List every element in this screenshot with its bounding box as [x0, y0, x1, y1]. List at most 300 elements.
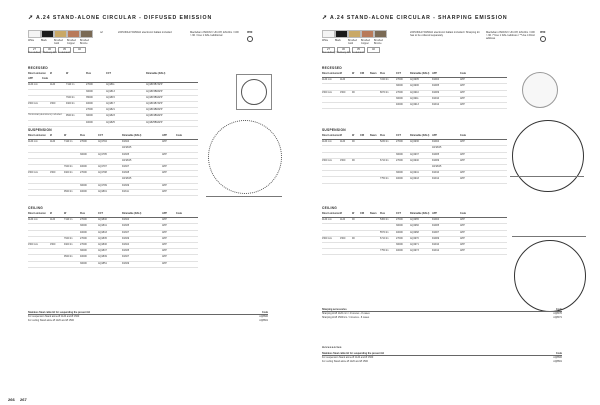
recessed-ring	[241, 79, 267, 105]
temp-chip: 40	[367, 47, 380, 53]
table-cell: AQ1840	[98, 218, 107, 222]
swatch-box	[41, 30, 54, 38]
header-cell: Direct emission	[28, 72, 46, 75]
table-cell: 3000K	[396, 96, 403, 100]
table-cell: 90	[352, 236, 355, 240]
table-cell: D1912	[432, 249, 440, 253]
left-temps-note: Flux delivery / Delivery time on demand	[28, 51, 70, 54]
table-cell: AQ1825B9APP	[146, 120, 163, 124]
table-cell: 1120 mm	[322, 140, 332, 144]
recessed-diagram	[236, 74, 272, 110]
left-ip-rating: IP20	[247, 31, 253, 34]
accessory-row: For ceiling Stand alone Ø 1120 and Ø 1500 AQ8801	[28, 318, 268, 322]
header-cell: Dimmable (DALI)	[410, 72, 430, 75]
table-cell: 3000K	[396, 224, 403, 228]
table-cell: D1305	[122, 249, 130, 253]
table-cell: AQ1940	[410, 158, 419, 162]
table-cell: AQ1943	[410, 177, 419, 181]
table-cell: 3000K	[396, 242, 403, 246]
table-cell: 9540 lm	[64, 189, 73, 193]
header-cell: Dimmable (DALI)	[122, 212, 142, 215]
temp-chip: 40	[73, 47, 86, 53]
table-cell: 1500	[340, 90, 346, 94]
table-cell: 1120	[340, 140, 346, 144]
header-cell: W	[64, 134, 67, 137]
table-cell: 9540 lm	[66, 114, 75, 118]
table-cell: AQ1966	[410, 224, 419, 228]
table-cell: 5360 lm	[380, 218, 389, 222]
table-row	[28, 262, 198, 268]
accessory-row: For suspension Stand alone Ø 1120 and Ø 1500 AQ8800	[28, 315, 268, 319]
table-cell: D1907	[432, 230, 440, 234]
table-cell: APP	[162, 249, 167, 253]
table-cell: 3000K	[80, 261, 87, 265]
header-cell: Dimmable (DALI)	[410, 134, 430, 137]
table-cell: D1305	[122, 152, 130, 156]
table-cell: 6710 lm	[380, 236, 389, 240]
table-cell: 3000K	[396, 171, 403, 175]
table-cell: 18/18/25	[122, 158, 132, 162]
table-cell: 1120	[50, 218, 56, 222]
header-cell: Beam	[370, 72, 377, 75]
table-cell: 3000K	[86, 114, 93, 118]
temp-chip: 35	[58, 47, 71, 53]
table-cell: D1304	[122, 140, 130, 144]
table-cell: 1120 mm	[28, 83, 38, 87]
table-cell: 4000K	[396, 249, 403, 253]
swatch-box	[80, 30, 93, 38]
right-temps-note: Flux delivery / Delivery time on demand	[322, 51, 364, 54]
table-cell: AQ1815B9APP	[146, 95, 163, 99]
table-cell: 7640 lm	[66, 95, 75, 99]
table-cell: D1909	[432, 90, 440, 94]
temp-chip: 27	[28, 47, 41, 53]
header-cell: APP	[162, 212, 167, 215]
finish-swatch: Brushed Gold	[54, 30, 65, 45]
table-cell: 2700K	[396, 218, 403, 222]
table-cell: AQ1815	[106, 95, 115, 99]
swatch-box	[67, 30, 80, 38]
table-cell: AQ1798	[98, 171, 107, 175]
cable-line	[512, 236, 586, 237]
swatch-box	[322, 30, 335, 38]
header-cell: Code	[176, 134, 182, 137]
left-recessed-table	[28, 72, 198, 127]
header-cell: Direct emission	[28, 212, 46, 215]
right-accessories-heading: Accessories	[322, 345, 342, 349]
table-row	[28, 121, 198, 127]
accessory-header: Stainless Steel cable kit for suspending the present kit Code	[322, 352, 562, 355]
table-cell: AQ1799	[98, 183, 107, 187]
table-cell: AQ1936	[410, 140, 419, 144]
table-cell: AQ1973	[410, 249, 419, 253]
accessory-row: Sharping kit Ø 1120 mm / 4 louvres - 8 cases AQ8970	[322, 312, 562, 316]
swatch-box	[335, 30, 348, 38]
table-cell: APP	[162, 140, 167, 144]
table-cell: 2700K	[396, 236, 403, 240]
left-spec: MacAdam 2SDCM / UN-Off, EN-Dim / CRI > 90 / Use 1 DALI additional	[190, 31, 239, 38]
header-cell: APP	[432, 72, 437, 75]
header-cell: W	[352, 134, 355, 137]
header-cell: CCT	[396, 134, 401, 137]
table-cell: 7750 lm	[380, 177, 389, 181]
table-cell: 4000K	[396, 102, 403, 106]
table-cell: AQ1811	[106, 83, 115, 87]
left-finish-swatches	[28, 30, 91, 45]
header-cell: APP	[28, 77, 33, 81]
table-cell: AQ1910	[410, 90, 419, 94]
table-cell: 90	[352, 218, 355, 222]
right-finish-swatches	[322, 30, 385, 45]
header-cell: APP	[432, 134, 437, 137]
header-cell: Code	[176, 212, 182, 215]
table-cell: 90	[352, 140, 355, 144]
table-cell: AQ1906	[410, 84, 419, 88]
left-suspension-heading: SUSPENSION	[28, 128, 52, 132]
header-cell: CCT	[106, 72, 111, 75]
header-cell: CCT	[396, 72, 401, 75]
swatch-box	[374, 30, 387, 38]
table-cell: D1904	[432, 140, 440, 144]
right-suspension-table	[322, 134, 507, 184]
table-cell: AQ1815B7APP	[146, 83, 163, 87]
table-cell: APP	[162, 218, 167, 222]
accessory-row: For ceiling Stand alone Ø 1120 and Ø 1500 AQ8801	[322, 359, 562, 363]
table-cell: AQ1941	[410, 171, 419, 175]
table-cell: 90	[352, 158, 355, 162]
table-cell: 3000K	[86, 89, 93, 93]
table-cell: AQ1819B7APP	[146, 101, 163, 105]
table-cell: 1120 mm	[322, 218, 332, 222]
table-cell: AQ1843	[98, 230, 107, 234]
header-cell: CRI	[360, 72, 365, 75]
table-cell: APP	[460, 218, 465, 222]
table-cell: D1904	[432, 78, 440, 82]
table-cell: 2700K	[80, 242, 87, 246]
header-cell: Dimmable (DALI)	[410, 212, 430, 215]
header-cell: Ø	[340, 72, 342, 75]
cable-line	[510, 176, 584, 177]
header-cell: CCT	[98, 212, 103, 215]
finish-swatch: White	[322, 30, 333, 45]
table-cell: 4000K	[86, 120, 93, 124]
table-cell: D1909	[432, 236, 440, 240]
table-cell: APP	[460, 230, 465, 234]
header-cell: Flux	[380, 134, 385, 137]
right-page-title: ➚ A.24 STAND-ALONE CIRCULAR - SHARPING EMISSION	[322, 15, 508, 21]
table-cell: 4000K	[80, 230, 87, 234]
table-cell: D1909	[432, 158, 440, 162]
table-cell: AQ1823	[106, 114, 115, 118]
table-cell: 1120	[50, 83, 56, 87]
header-cell: Ø	[340, 212, 342, 215]
table-cell: APP	[460, 236, 465, 240]
table-cell: D1912	[432, 102, 440, 106]
header-cell: Direct emission	[322, 72, 340, 75]
finish-swatch: Brushed Copper	[361, 30, 372, 45]
left-page-number: 266	[8, 397, 15, 402]
table-cell: APP	[460, 171, 465, 175]
table-cell: 7640 lm	[64, 164, 73, 168]
right-recessed-heading: RECESSED	[322, 66, 342, 70]
table-cell: 5570 lm	[380, 230, 389, 234]
temp-chip: 30	[337, 47, 350, 53]
accessory-row: For suspension Stand alone Ø 1120 and Ø 1500 AQ8800	[322, 356, 562, 360]
table-cell: 1500	[50, 171, 56, 175]
table-cell: APP	[460, 242, 465, 246]
table-cell: APP	[460, 249, 465, 253]
table-cell: 2700K	[396, 78, 403, 82]
table-cell: APP	[162, 261, 167, 265]
left-accessories	[28, 311, 268, 322]
table-cell: 9540 lm	[64, 255, 73, 259]
header-cell: CRI	[360, 212, 365, 215]
table-cell: 1500	[50, 101, 56, 105]
table-cell: 2700K	[396, 90, 403, 94]
table-cell: APP	[460, 158, 465, 162]
table-cell: 1500 mm	[322, 236, 332, 240]
table-cell: AQ1795	[98, 152, 107, 156]
temp-chip: 27	[322, 47, 335, 53]
table-cell: 1500	[340, 236, 346, 240]
table-cell: 7640 lm	[64, 236, 73, 240]
table-cell: 3000K	[80, 224, 87, 228]
table-cell: 8070 lm	[380, 90, 389, 94]
table-cell: APP	[460, 177, 465, 181]
table-cell: APP	[162, 230, 167, 234]
header-cell: Beam	[370, 134, 377, 137]
table-cell: APP	[460, 78, 465, 82]
header-cell: Flux	[380, 72, 385, 75]
finish-swatch: White	[28, 30, 39, 45]
table-cell: AQ1851	[98, 261, 107, 265]
table-cell: 18/18/25	[122, 146, 132, 150]
table-cell: AQ1971	[410, 242, 419, 246]
header-cell: APP	[432, 212, 437, 215]
table-cell: 4000K	[396, 177, 403, 181]
table-cell: 7110 lm	[64, 140, 73, 144]
finish-swatch: Brushed Bronze	[374, 30, 385, 45]
header-cell: Direct emission	[28, 134, 46, 137]
table-cell: AQ1965	[410, 218, 419, 222]
table-cell: 1500 mm	[28, 242, 38, 246]
table-cell: APP	[162, 255, 167, 259]
table-row	[322, 103, 507, 109]
right-page	[300, 0, 600, 405]
table-cell: 2700K	[80, 171, 87, 175]
table-cell: 1500 mm	[28, 101, 38, 105]
table-cell: D1304	[122, 242, 130, 246]
ip-icon	[247, 36, 253, 42]
ip-icon	[540, 36, 546, 42]
table-cell: AQ1905	[410, 78, 419, 82]
table-cell: APP	[460, 224, 465, 228]
header-cell: Flux	[86, 72, 91, 75]
table-cell: D1904	[432, 218, 440, 222]
table-cell: 9100 lm	[64, 171, 73, 175]
finish-swatch: Black	[335, 30, 346, 45]
accessory-header: Sharping accessories Code	[322, 308, 562, 311]
table-cell: AQ1970	[410, 236, 419, 240]
temp-chip: 30	[43, 47, 56, 53]
table-cell: D1905	[432, 84, 440, 88]
header-cell: Code	[460, 212, 466, 215]
table-cell: 6710 lm	[380, 158, 389, 162]
table-cell: D1307	[122, 164, 130, 168]
header-cell: Code	[460, 72, 466, 75]
table-row	[28, 190, 198, 196]
table-cell: AQ1815B8APP	[146, 89, 163, 93]
arrow-icon: ➚	[28, 15, 34, 21]
table-cell: APP	[162, 152, 167, 156]
left-page-title: ➚ A.24 STAND-ALONE CIRCULAR - DIFFUSED EMISSION	[28, 15, 213, 21]
header-cell: CCT	[98, 134, 103, 137]
table-header	[28, 72, 198, 83]
table-cell: AQ1913	[410, 102, 419, 106]
table-cell: APP	[162, 242, 167, 246]
table-cell: 3000K	[80, 183, 87, 187]
table-cell: AQ1817	[106, 101, 115, 105]
table-cell: AQ1825	[106, 120, 115, 124]
swatch-box	[54, 30, 67, 38]
table-cell: D1307	[122, 255, 130, 259]
table-cell: AQ1841	[98, 224, 107, 228]
table-cell: 9100 lm	[64, 242, 73, 246]
table-cell: D1905	[432, 152, 440, 156]
finish-swatch: Brushed Copper	[67, 30, 78, 45]
table-cell: D1910	[432, 96, 440, 100]
table-cell: 2700K	[80, 236, 87, 240]
table-cell: D1307	[122, 230, 130, 234]
header-cell: CCT	[396, 212, 401, 215]
right-page-number-label: 267	[20, 397, 27, 402]
table-cell: 90	[352, 90, 355, 94]
ceiling-ring	[514, 240, 586, 312]
table-cell: 1120 mm	[28, 140, 38, 144]
header-cell: W	[352, 72, 355, 75]
table-row	[322, 177, 507, 183]
table-cell: AQ1847	[98, 249, 107, 253]
table-cell: APP	[460, 90, 465, 94]
table-cell: 18/18/25	[122, 177, 132, 181]
table-row	[322, 249, 507, 255]
right-accessories	[322, 352, 562, 363]
table-cell: APP	[162, 164, 167, 168]
table-cell: 3000K	[396, 152, 403, 156]
header-cell: Code	[460, 134, 466, 137]
table-cell: APP	[460, 84, 465, 88]
left-description: 220V/60Hz 50/60Hz electronic ballast included	[118, 31, 172, 34]
table-cell: AQ1821	[106, 108, 115, 112]
table-cell: 4000K	[86, 101, 93, 105]
table-cell: 18/18/25	[432, 146, 442, 150]
table-cell: 2700K	[396, 140, 403, 144]
table-cell: 2700K	[80, 140, 87, 144]
table-cell: 1500 mm	[322, 158, 332, 162]
table-cell: AQ1849	[98, 255, 107, 259]
right-suspension-heading: SUSPENSION	[322, 128, 346, 132]
header-cell: Beam	[370, 212, 377, 215]
right-ip-rating: IP20	[540, 31, 546, 34]
table-cell: 3000K	[80, 249, 87, 253]
table-cell: D1905	[432, 224, 440, 228]
table-cell: D1309	[122, 183, 130, 187]
table-cell: APP	[460, 96, 465, 100]
table-cell: AQ1968	[410, 230, 419, 234]
table-cell: 3500K	[86, 95, 93, 99]
header-cell: Flux	[80, 134, 85, 137]
temp-chip: 35	[352, 47, 365, 53]
table-cell: AQ1819B9APP	[146, 114, 163, 118]
accessory-header: Stainless Steel cable kit for suspending the present kit Code	[28, 311, 268, 314]
table-cell: AQ1813	[106, 89, 115, 93]
suspension-ring	[208, 120, 282, 194]
table-cell: AQ1797	[98, 164, 107, 168]
table-cell: AQ1801	[98, 189, 107, 193]
table-cell: 1120	[50, 140, 56, 144]
header-cell: Ø	[340, 134, 342, 137]
table-cell: 3000K	[80, 152, 87, 156]
right-description: 220V/60Hz 50/60Hz electronic ballast included / Sharping kit has to be ordered separately	[410, 31, 480, 38]
table-cell: 1120 mm	[28, 218, 38, 222]
table-cell: APP	[162, 171, 167, 175]
table-cell: 4000K	[396, 230, 403, 234]
left-suspension-table	[28, 134, 198, 196]
table-cell: 3000K	[396, 84, 403, 88]
table-cell: AQ1794	[98, 140, 107, 144]
table-cell: APP	[460, 152, 465, 156]
header-cell: APP	[162, 134, 167, 137]
table-cell: D1304	[122, 218, 130, 222]
table-cell: APP	[162, 236, 167, 240]
table-cell: APP	[460, 102, 465, 106]
table-cell: 7750 lm	[380, 249, 389, 253]
table-cell: APP	[162, 189, 167, 193]
left-ceiling-table	[28, 212, 198, 268]
header-cell: W	[64, 212, 67, 215]
table-cell: D1309	[122, 236, 130, 240]
table-cell: 1500	[50, 242, 56, 246]
table-cell: 1500 mm	[322, 90, 332, 94]
header-cell: W	[66, 72, 69, 75]
table-cell: 1500 mm	[28, 171, 38, 175]
right-sharping-accessories	[322, 308, 562, 319]
cable-line	[206, 196, 282, 197]
right-ceiling-heading: CEILING	[322, 206, 338, 210]
table-cell: 7240 lm	[380, 78, 389, 82]
table-cell: APP	[162, 183, 167, 187]
swatch-box	[361, 30, 374, 38]
table-cell: AQ1937	[410, 152, 419, 156]
table-cell: 5230 lm	[380, 140, 389, 144]
table-cell: AQ1846	[98, 242, 107, 246]
header-cell: Ø	[50, 72, 52, 75]
finish-swatch: Brushed Gold	[348, 30, 359, 45]
table-cell: 4000K	[80, 255, 87, 259]
recessed-diagram	[522, 72, 558, 108]
table-cell: 1120	[340, 78, 346, 82]
table-cell: 7110 lm	[64, 218, 73, 222]
swatch-box	[348, 30, 361, 38]
left-recessed-heading: RECESSED	[28, 66, 48, 70]
header-cell: Ø	[50, 212, 52, 215]
left-ceiling-heading: CEILING	[28, 206, 44, 210]
header-cell: Code	[42, 77, 48, 81]
right-recessed-table	[322, 72, 507, 109]
header-cell: W	[352, 212, 355, 215]
table-cell: 1120	[340, 218, 346, 222]
header-cell: Flux	[80, 212, 85, 215]
